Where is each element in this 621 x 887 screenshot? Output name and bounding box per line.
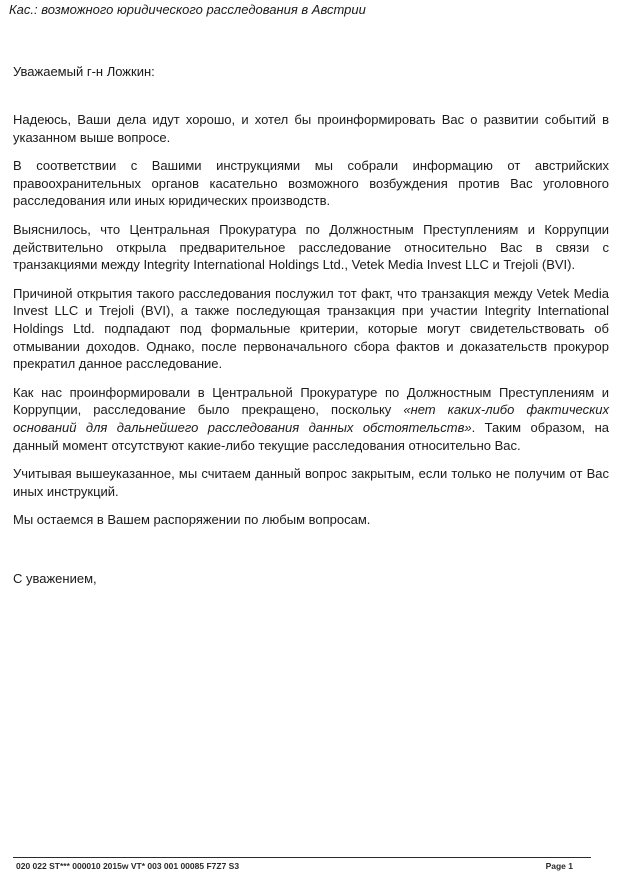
paragraph-termination-lead: Как нас проинформировали в Центральной Прокуратуре по Должностным Преступлениям и Коррупции, расследование было прекращено, поскольку [13, 384, 609, 418]
footer-divider [13, 857, 591, 858]
paragraph-termination-quote: «нет каких-либо фактических оснований для дальнейшего расследования данных обстоятельств» [13, 402, 610, 435]
footer-document-code: 020 022 ST*** 000010 2015w VT* 003 001 00085 F7Z7 S3 [16, 861, 240, 871]
paragraph-conclusion: Учитывая вышеуказанное, мы считаем данный вопрос закрытым, если только не получим от Вас иных инструкций. [13, 466, 609, 499]
paragraph-findings: Выяснилось, что Центральная Прокуратура по Должностным Преступлениям и Коррупции действительно открыла предварительное расследование относительно Вас в связи с транзакциями между Integrity International Holdings Ltd., Vetek Media Invest LLC и Trejoli (BVI). [13, 221, 609, 273]
paragraph-termination [13, 384, 609, 454]
letter-body [13, 111, 609, 529]
paragraph-reason: Причиной открытия такого расследования послужил тот факт, что транзакция между Vetek Media Invest LLC и Trejoli (BVI), а также последующая транзакция при участии Integrity International Holdings Ltd. подпадают под формальные критерии, которые могут свидетельствовать об отмывании доходов. Однако, после первоначального сбора фактов и доказательств прокурор прекратил данное расследование. [13, 285, 609, 372]
letter-salutation: Уважаемый г-н Ложкин: [13, 64, 155, 79]
paragraph-termination-tail: . Таким образом, на данный момент отсутствуют какие-либо текущие расследования относительно Вас. [13, 419, 609, 453]
paragraph-instructions: В соответствии с Вашими инструкциями мы собрали информацию от австрийских правоохранительных органов касательно возможного возбуждения против Вас уголовного расследования или иных юридических производств. [13, 158, 609, 209]
paragraph-availability: Мы остаемся в Вашем распоряжении по любым вопросам. [13, 512, 371, 528]
footer-page-number: Page 1 [545, 861, 573, 871]
letter-subject: Кас.: возможного юридического расследования в Австрии [9, 2, 366, 17]
paragraph-greeting: Надеюсь, Ваши дела идут хорошо, и хотел бы проинформировать Вас о развитии событий в указанном выше вопросе. [13, 112, 609, 145]
letter-closing: С уважением, [13, 571, 97, 586]
